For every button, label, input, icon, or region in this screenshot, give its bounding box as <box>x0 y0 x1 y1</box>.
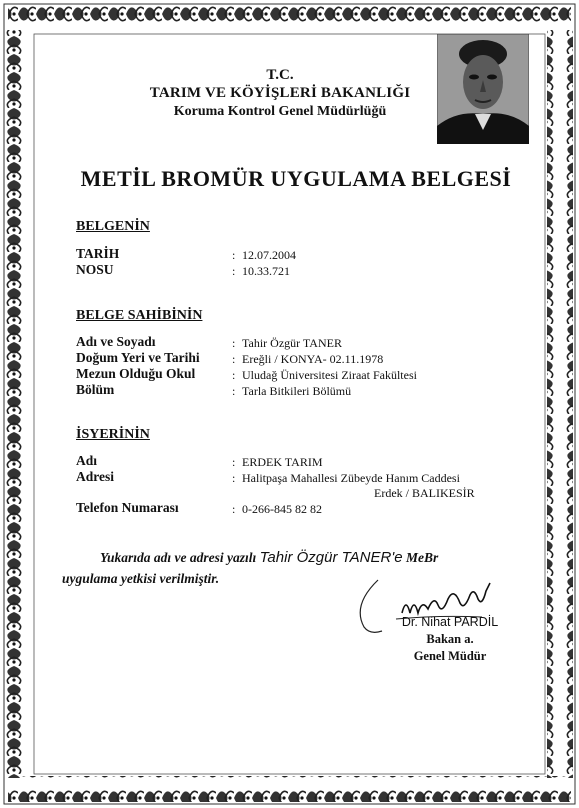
signer-title-2: Genel Müdür <box>413 649 487 663</box>
signer-block <box>385 614 515 665</box>
authorization-statement: Yukarıda adı ve adresi yazılı Tahir Özgür TANER'e MeBr uygulama yetkisi verilmiştir. <box>62 549 439 586</box>
section-heading-belge: BELGENİN <box>76 219 150 234</box>
label-adi-soyadi: Adı ve Soyadı <box>76 334 156 349</box>
certificate-title: METİL BROMÜR UYGULAMA BELGESİ <box>80 166 512 191</box>
value-dogum: : Ereğli / KONYA- 02.11.1978 <box>232 352 384 366</box>
holder-photo <box>437 34 529 144</box>
header-ministry: TARIM VE KÖYİŞLERİ BAKANLIĞI <box>149 85 411 101</box>
label-okul: Mezun Olduğu Okul <box>76 366 196 381</box>
value-okul: : Uludağ Üniversitesi Ziraat Fakültesi <box>232 368 417 382</box>
label-adresi: Adresi <box>76 469 115 484</box>
label-nosu: NOSU <box>76 262 114 277</box>
label-tarih: TARİH <box>76 246 120 261</box>
section-heading-isyeri: İSYERİNİN <box>76 427 150 442</box>
issuer-header <box>120 66 440 121</box>
signer-name: Dr. Nihat PARDİL <box>401 615 499 629</box>
value-adresi-line2: Erdek / BALIKESİR <box>374 486 475 500</box>
value-adi-soyadi: : Tahir Özgür TANER <box>232 336 342 350</box>
value-telefon: : 0-266-845 82 82 <box>232 502 322 516</box>
label-telefon: Telefon Numarası <box>76 500 179 515</box>
value-bolum: : Tarla Bitkileri Bölümü <box>232 384 352 398</box>
signer-title-1: Bakan a. <box>426 632 474 646</box>
value-tarih: : 12.07.2004 <box>232 248 296 262</box>
header-department: Koruma Kontrol Genel Müdürlüğü <box>173 104 387 119</box>
value-nosu: : 10.33.721 <box>232 264 290 278</box>
header-tc: T.C. <box>266 67 294 83</box>
value-adresi: : Halitpaşa Mahallesi Zübeyde Hanım Caddesi <box>232 471 460 485</box>
section-heading-sahibi: BELGE SAHİBİNİN <box>76 308 203 323</box>
label-isyeri-adi: Adı <box>76 453 98 468</box>
label-dogum: Doğum Yeri ve Tarihi <box>76 350 200 365</box>
label-bolum: Bölüm <box>76 382 115 397</box>
statement-holder-name: Tahir Özgür TANER <box>259 549 392 566</box>
value-isyeri-adi: : ERDEK TARIM <box>232 455 323 469</box>
